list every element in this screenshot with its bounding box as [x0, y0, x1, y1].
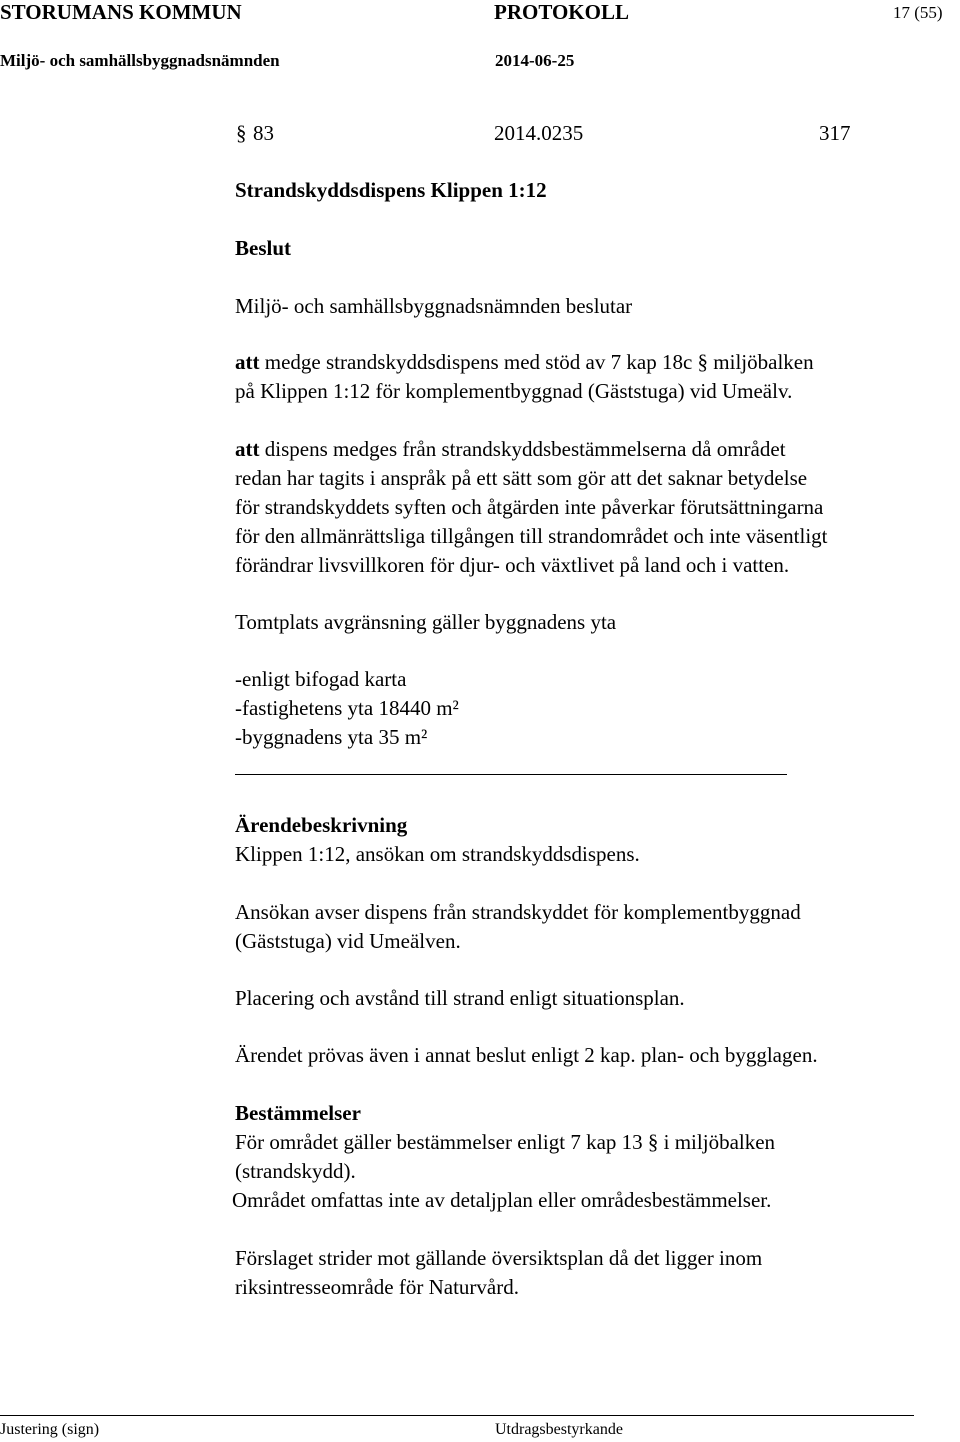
map-item: -byggnadens yta 35 m² [235, 725, 428, 749]
decision-point-2 [235, 435, 828, 580]
paragraph-number: 83 [253, 121, 274, 145]
map-item: -enligt bifogad karta [235, 667, 407, 691]
point2-line: redan har tagits i anspråk på ett sätt som gör att det saknar betydelse [235, 466, 808, 490]
map-items-list [235, 665, 459, 752]
provisions-line3: Området omfattas inte av detaljplan eller områdesbestämmelser. [232, 1188, 772, 1212]
reference-number: 317 [819, 121, 851, 145]
case-number: 2014.0235 [494, 121, 584, 145]
description-heading: Ärendebeskrivning [235, 813, 408, 837]
point2-line: för strandskyddets syften och åtgärden inte påverkar förutsättningarna [235, 495, 824, 519]
description-application [235, 898, 801, 956]
conflict-line: riksintresseområde för Naturvård. [235, 1275, 519, 1299]
section-sign: § [236, 121, 247, 145]
point1-text-b: miljöbalken [708, 350, 814, 374]
provisions-line2: (strandskydd). [235, 1159, 356, 1183]
placement-text: Placering och avstånd till strand enligt situationsplan. [235, 986, 685, 1010]
provisions-text [235, 1128, 775, 1186]
review-text: Ärendet prövas även i annat beslut enligt 2 kap. plan- och bygglagen. [235, 1043, 818, 1067]
point1-text: medge strandskyddsdispens med stöd av 7 kap 18c [259, 350, 698, 374]
conflict-line: Förslaget strider mot gällande översiktsplan då det ligger inom [235, 1246, 763, 1270]
signature-label: Justering (sign) [0, 1421, 100, 1438]
decision-point-1 [235, 348, 814, 406]
application-line: (Gäststuga) vid Umeälven. [235, 929, 461, 953]
item-title: Strandskyddsdispens Klippen 1:12 [235, 178, 547, 202]
point2-text: dispens medges från strandskyddsbestämmelserna då området [259, 437, 786, 461]
meeting-date: 2014-06-25 [495, 51, 575, 70]
footer-rule [0, 1415, 914, 1416]
separator-line [235, 774, 787, 775]
committee-name: Miljö- och samhällsbyggnadsnämnden [0, 51, 280, 70]
page-number: 17 (55) [893, 3, 943, 22]
plan-conflict-text [235, 1244, 762, 1302]
point2-line: för den allmänrättsliga tillgången till strandområdet och inte väsentligt [235, 524, 828, 548]
section-sign-inline: § [647, 1130, 659, 1154]
document-type: PROTOKOLL [494, 0, 629, 24]
decision-heading: Beslut [235, 236, 292, 260]
description-summary: Klippen 1:12, ansökan om strandskyddsdispens. [235, 842, 640, 866]
extract-label: Utdragsbestyrkande [495, 1421, 623, 1438]
att-keyword: att [235, 350, 260, 374]
decision-intro: Miljö- och samhällsbyggnadsnämnden beslutar [235, 294, 633, 318]
provisions-line1-b: i miljöbalken [658, 1130, 776, 1154]
application-line: Ansökan avser dispens från strandskyddet för komplementbyggnad [235, 900, 801, 924]
section-sign-inline: § [697, 350, 709, 374]
att-keyword: att [235, 437, 260, 461]
map-item: -fastighetens yta 18440 m² [235, 696, 459, 720]
point2-line: förändrar livsvillkoren för djur- och växtlivet på land och i vatten. [235, 553, 790, 577]
point1-line2: på Klippen 1:12 för komplementbyggnad (Gäststuga) vid Umeälv. [235, 379, 793, 403]
plot-limit-text: Tomtplats avgränsning gäller byggnadens yta [235, 610, 617, 634]
provisions-line1: För området gäller bestämmelser enligt 7 kap 13 [235, 1130, 648, 1154]
municipality-name: STORUMANS KOMMUN [0, 0, 242, 24]
provisions-heading: Bestämmelser [235, 1101, 361, 1125]
